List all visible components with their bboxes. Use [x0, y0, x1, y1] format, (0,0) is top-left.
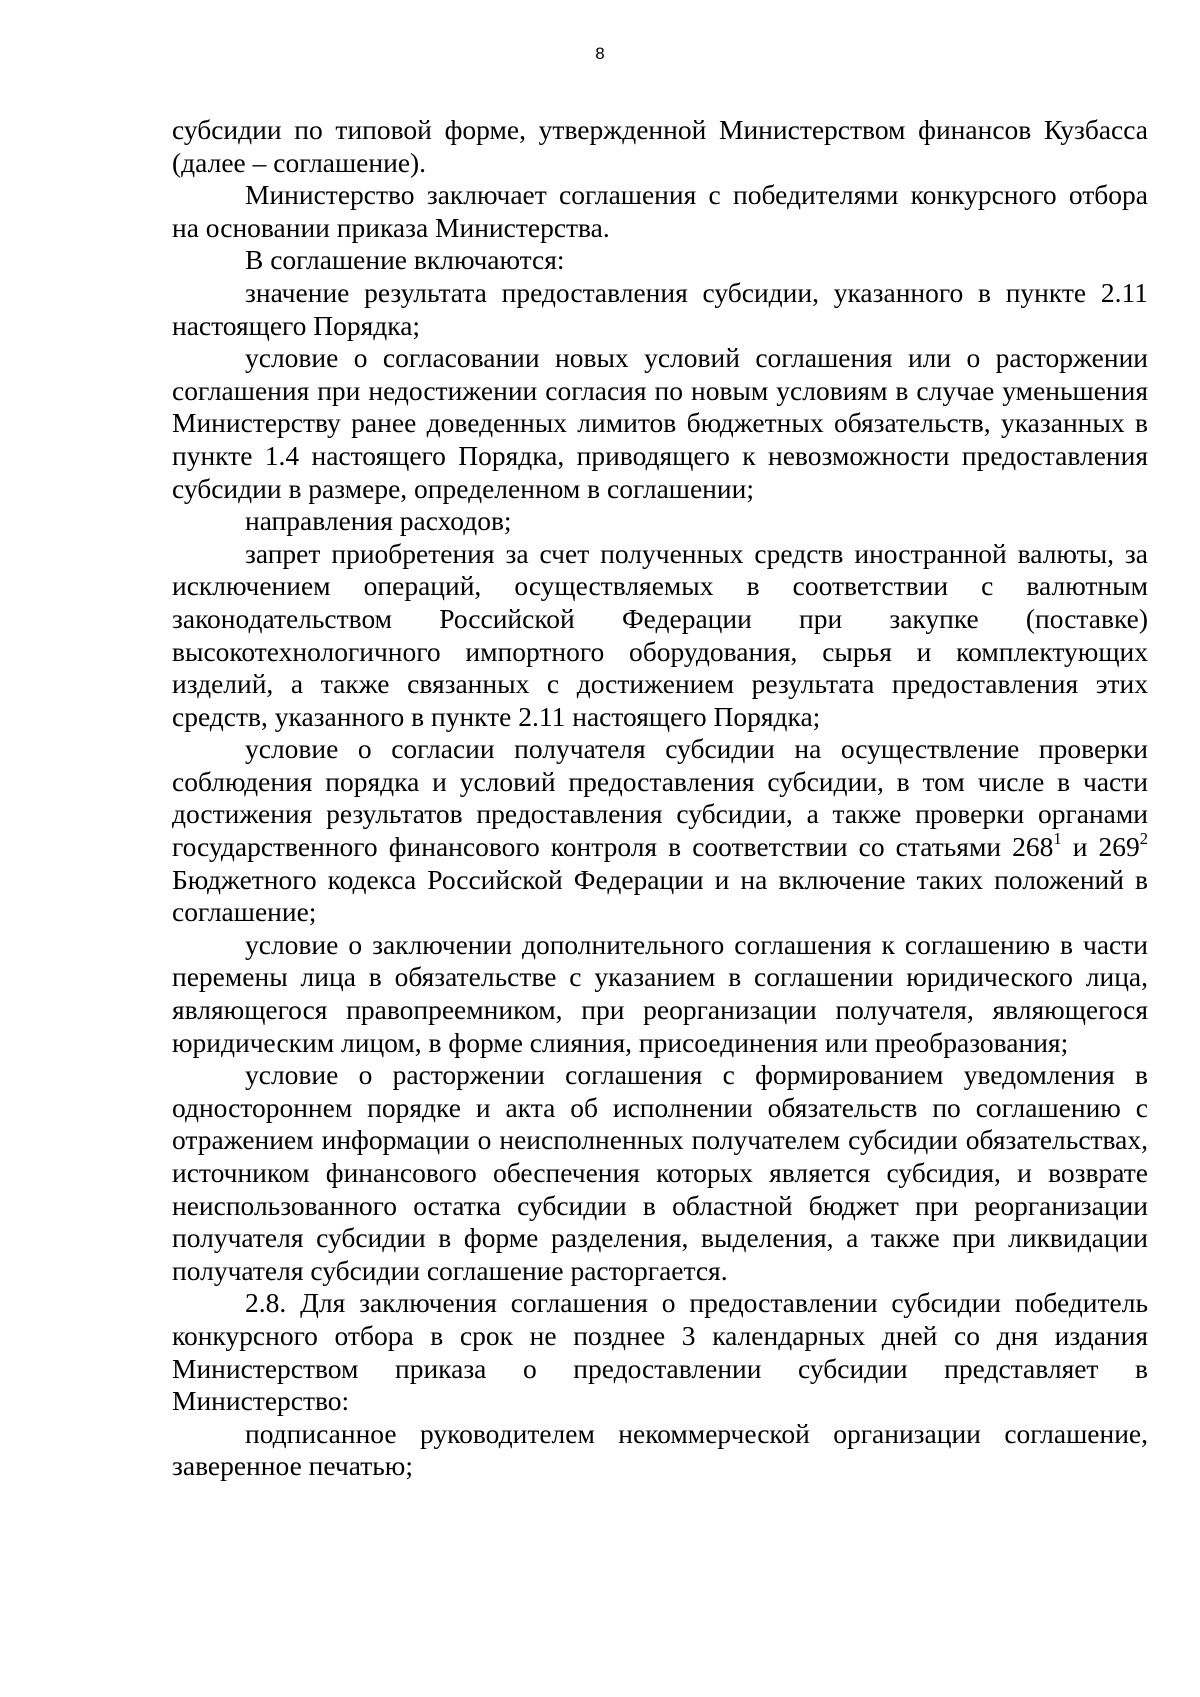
page-number: 8 — [595, 44, 605, 63]
superscript-2: 2 — [1139, 829, 1148, 849]
paragraph-ministry-concludes-agreements: Министерство заключает соглашения с победителями конкурсного отбора на основании приказа Министерства. — [172, 179, 1148, 243]
paragraph-additional-agreement: условие о заключении дополнительного соглашения к соглашению в части перемены лица в обязательстве с указанием в соглашении юридического лица, являющегося правопреемником, при реорганизации получателя, являющегося юридическим лицом, в форме слияния, присоединения или преобразования; — [172, 928, 1148, 1058]
inspection-text-b: и 269 — [1061, 831, 1140, 863]
paragraph-agreement-includes: В соглашение включаются: — [245, 244, 565, 276]
superscript-1: 1 — [1053, 829, 1062, 849]
paragraph-new-conditions: условие о согласовании новых условий соглашения или о расторжении соглашения при недостижении согласия по новым условиям в случае уменьшения Министерству ранее доведенных лимитов бюджетных обязательств, указанных в пункте 1.4 настоящего Порядка, приводящего к невозможности предоставления субсидии в размере, определенном в соглашении; — [172, 342, 1148, 504]
paragraph-result-value: значение результата предоставления субсидии, указанного в пункте 2.11 настоящего Порядка; — [172, 276, 1148, 341]
paragraph-inspection-consent — [172, 733, 1148, 929]
inspection-text-a: условие о согласии получателя субсидии на осуществление проверки соблюдения порядка и условий предоставления субсидии, в том числе в части достижения результатов предоставления субсидии, а также проверки органами государственного финансового контроля в соответствии со статьями 268 — [172, 733, 1148, 863]
document-body — [172, 114, 1148, 1483]
paragraph-signed-agreement: подписанное руководителем некоммерческой организации соглашение, заверенное печатью; — [172, 1417, 1148, 1482]
paragraph-termination: условие о расторжении соглашения с формированием уведомления в одностороннем порядке и акта об исполнении обязательств по соглашению с отражением информации о неисполненных получателем субсидии обязательствах, источником финансового обеспечения которых является субсидия, и возврате неиспользованного остатка субсидии в областной бюджет при реорганизации получателя субсидии в форме разделения, выделения, а также при ликвидации получателя субсидии соглашение расторгается. — [172, 1059, 1148, 1286]
inspection-text-c: Бюджетного кодекса Российской Федерации и на включение таких положений в соглашение; — [172, 863, 1148, 928]
paragraph-currency-ban: запрет приобретения за счет полученных средств иностранной валюты, за исключением операций, осуществляемых в соответствии с валютным законодательством Российской Федерации при закупке (поставке) высокотехнологичного импортного оборудования, сырья и комплектующих изделий, а также связанных с достижением результата предоставления этих средств, указанного в пункте 2.11 настоящего Порядка; — [172, 537, 1148, 732]
paragraph-continuation: субсидии по типовой форме, утвержденной Министерством финансов Кузбасса (далее – соглашение). — [172, 114, 1148, 178]
paragraph-section-2-8: 2.8. Для заключения соглашения о предоставлении субсидии победитель конкурсного отбора в срок не позднее 3 календарных дней со дня издания Министерством приказа о предоставлении субсидии представляет в Министерство: — [172, 1287, 1148, 1417]
paragraph-expense-directions: направления расходов; — [245, 505, 512, 537]
